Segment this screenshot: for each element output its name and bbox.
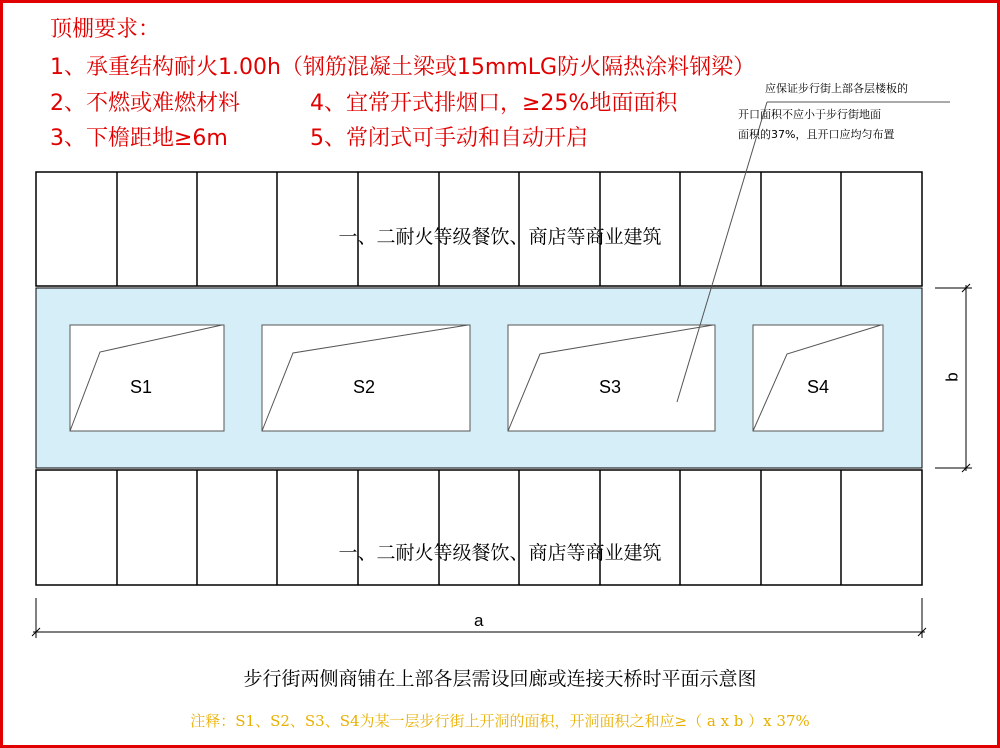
opening-s2-label: S2 xyxy=(353,377,376,397)
diagram-note: 注释：S1、S2、S3、S4为某一层步行街上开洞的面积，开洞面积之和应≥（ a x b ）x 37% xyxy=(190,712,810,730)
dimension-b-label: b xyxy=(942,372,962,382)
opening-s4-label: S4 xyxy=(807,377,830,397)
dimension-a-label: a xyxy=(474,611,484,630)
opening-s1-label: S1 xyxy=(130,377,153,397)
diagram-caption: 步行街两侧商铺在上部各层需设回廊或连接天桥时平面示意图 xyxy=(243,668,757,690)
opening-s3-label: S3 xyxy=(599,377,622,397)
requirement-3: 3、下檐距地≥6m xyxy=(50,126,228,151)
requirement-5: 5、常闭式可手动和自动开启 xyxy=(310,126,588,151)
callout-line-3: 面积的37%，且开口应均匀布置 xyxy=(738,128,895,141)
callout-line-1: 应保证步行街上部各层楼板的 xyxy=(765,82,908,95)
requirement-2: 2、不燃或难燃材料 xyxy=(50,91,240,116)
shop-row-bottom xyxy=(36,470,922,585)
shop-row-bottom-label: 一、二耐火等级餐饮、商店等商业建筑 xyxy=(338,542,662,564)
requirement-1: 1、承重结构耐火1.00h（钢筋混凝土梁或15mmLG防火隔热涂料钢梁） xyxy=(50,55,756,80)
shop-row-top-label: 一、二耐火等级餐饮、商店等商业建筑 xyxy=(338,226,662,248)
callout-line-2: 开口面积不应小于步行街地面 xyxy=(738,108,881,121)
requirements-title: 顶棚要求： xyxy=(50,17,161,42)
requirement-4: 4、宜常开式排烟口，≥25%地面面积 xyxy=(310,91,678,116)
